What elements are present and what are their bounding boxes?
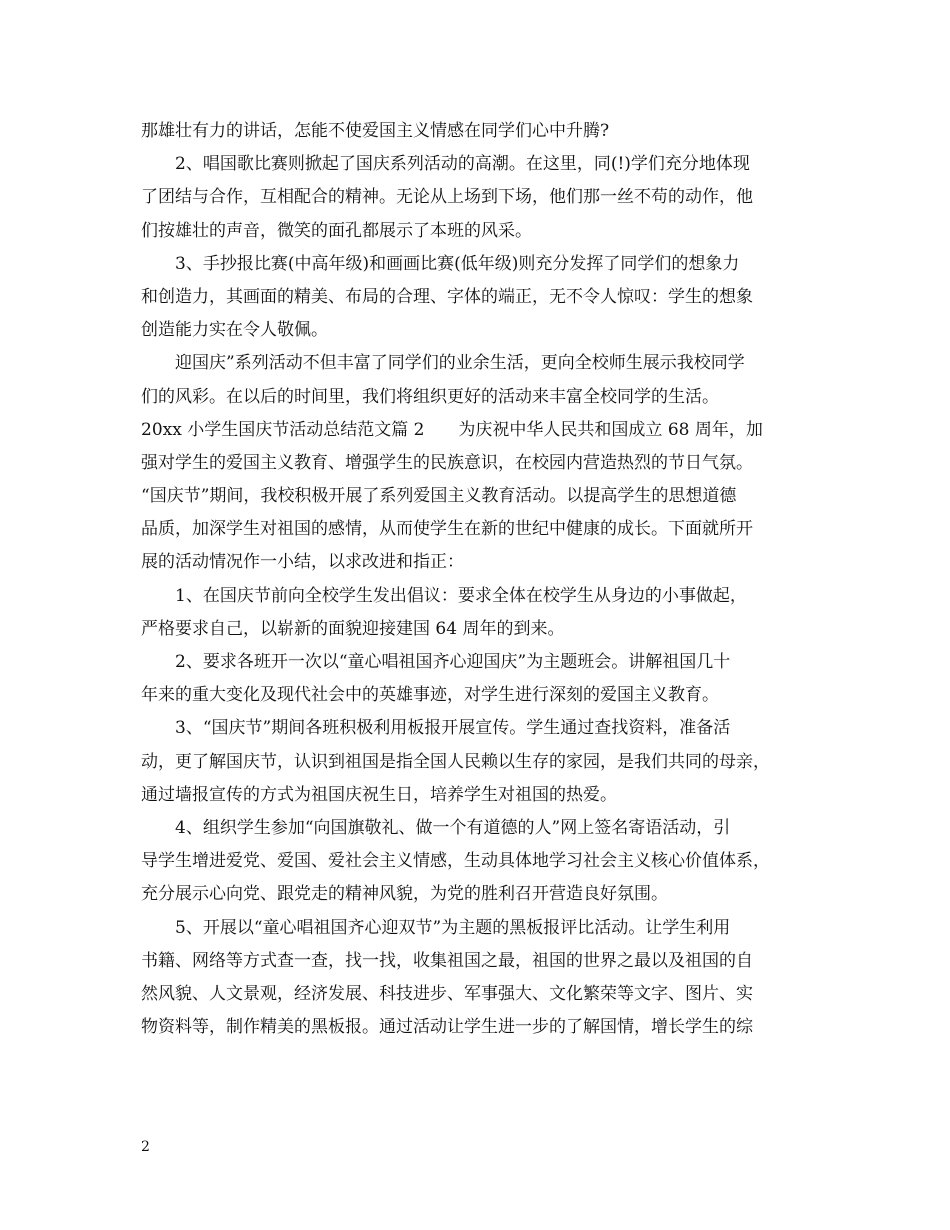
text-line: 创造能力实在令人敬佩。: [141, 320, 328, 341]
text-line: 通过墙报宣传的方式为祖国庆祝生日，培养学生对祖国的热爱。: [141, 784, 617, 805]
text-line: 年来的重大变化及现代社会中的英雄事迹，对学生进行深刻的爱国主义教育。: [141, 685, 719, 706]
text-line: 20xx 小学生国庆节活动总结范文篇 2 为庆祝中华人民共和国成立 68 周年，加: [141, 419, 763, 440]
text-line: 5、开展以“童心唱祖国齐心迎双节”为主题的黑板报评比活动。让学生利用: [175, 917, 731, 938]
text-line: 强对学生的爱国主义教育、增强学生的民族意识，在校园内营造热烈的节日气氛。: [141, 452, 753, 473]
text-line: 4、组织学生参加“向国旗敬礼、做一个有道德的人”网上签名寄语活动，引: [175, 817, 731, 838]
document-body: [141, 115, 821, 1044]
text-line: 1、在国庆节前向全校学生发出倡议：要求全体在校学生从身边的小事做起，: [175, 585, 747, 606]
text-line: 那雄壮有力的讲话，怎能不使爱国主义情感在同学们心中升腾?: [141, 121, 610, 141]
page-number: 2: [141, 1139, 150, 1155]
text-line: 们按雄壮的声音，微笑的面孔都展示了本班的风采。: [141, 220, 532, 241]
text-line: 品质，加深学生对祖国的感情，从而使学生在新的世纪中健康的成长。下面就所开: [141, 519, 753, 540]
text-line: 充分展示心向党、跟党走的精神风貌，为党的胜利召开营造良好氛围。: [141, 884, 668, 905]
text-line: 导学生增进爱党、爱国、爱社会主义情感，生动具体地学习社会主义核心价值体系，: [141, 851, 770, 872]
text-line: 3、手抄报比赛(中高年级)和画画比赛(低年级)则充分发挥了同学们的想象力: [175, 253, 740, 274]
text-line: “国庆节”期间，我校积极开展了系列爱国主义教育活动。以提高学生的思想道德: [141, 486, 737, 507]
text-line: 物资料等，制作精美的黑板报。通过活动让学生进一步的了解国情，增长学生的综: [141, 1017, 753, 1038]
text-line: 2、唱国歌比赛则掀起了国庆系列活动的高潮。在这里，同(!)学们充分地体现: [175, 154, 750, 175]
text-line: 严格要求自己，以崭新的面貌迎接建国 64 周年的到来。: [141, 618, 565, 639]
text-line: 2、要求各班开一次以“童心唱祖国齐心迎国庆”为主题班会。讲解祖国几十: [175, 652, 731, 672]
text-line: 3、“国庆节”期间各班积极利用板报开展宣传。学生通过查找资料，准备活: [175, 718, 731, 739]
text-line: 书籍、网络等方式查一查，找一找，收集祖国之最，祖国的世界之最以及祖国的自: [141, 950, 753, 971]
text-line: 迎国庆”系列活动不但丰富了同学们的业余生活，更向全校师生展示我校同学: [175, 353, 745, 374]
text-line: 动，更了解国庆节，认识到祖国是指全国人民赖以生存的家园，是我们共同的母亲，: [141, 751, 770, 772]
text-line: 然风貌、人文景观，经济发展、科技进步、军事强大、文化繁荣等文字、图片、实: [141, 983, 753, 1004]
text-line: 展的活动情况作一小结，以求改进和指正：: [141, 552, 464, 573]
text-line: 和创造力，其画面的精美、布局的合理、字体的端正，无不令人惊叹：学生的想象: [141, 286, 753, 307]
text-line: 了团结与合作，互相配合的精神。无论从上场到下场，他们那一丝不苟的动作，他: [141, 187, 753, 208]
text-line: 们的风彩。在以后的时间里，我们将组织更好的活动来丰富全校同学的生活。: [141, 386, 719, 407]
